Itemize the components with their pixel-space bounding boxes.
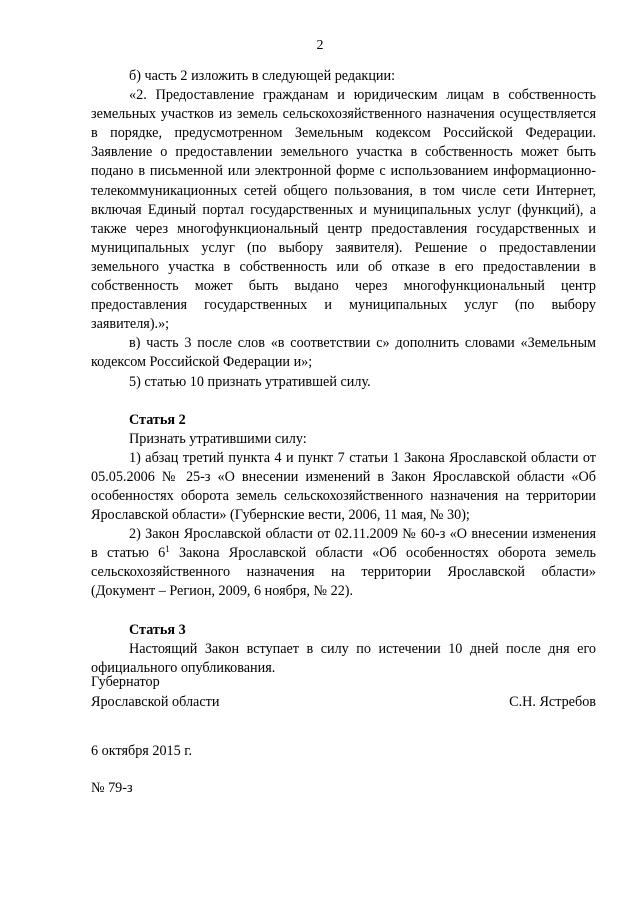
law-number: № 79-з <box>91 780 133 796</box>
signature-name: С.Н. Ястребов <box>509 693 596 710</box>
article-2-title: Статья 2 <box>129 411 186 428</box>
section-v: в) часть 3 после слов «в соответствии с» дополнить словами «Земельным кодексом Российской Федерации и»; <box>91 335 596 371</box>
article-3-title: Статья 3 <box>129 621 186 638</box>
article-2-item-2 <box>91 525 596 601</box>
signature-position-line2: Ярославской области <box>91 693 220 710</box>
article-2-item-2-sup: 1 <box>165 544 170 555</box>
section-b-intro: б) часть 2 изложить в следующей редакции: <box>129 68 396 84</box>
article-2-item-1: 1) абзац третий пункта 4 и пункт 7 статьи 1 Закона Ярославской области от 05.05.2006 № 25-з «О внесении изменений в Закон Ярославской области «Об особенностях оборота земель сельскохозяйственного назначения на территории Ярославской области» (Губернские вести, 2006, 11 мая, № 30); <box>91 449 596 524</box>
article-2-item-2-before: 2) Закон Ярославской области от 02.11.2009 № 60-з «О внесении изменения в статью 6 <box>91 526 596 562</box>
signature-position-line1: Губернатор <box>91 674 160 690</box>
document-body <box>91 67 596 678</box>
page-number: 2 <box>316 38 324 53</box>
document-date: 6 октября 2015 г. <box>91 743 193 759</box>
article-2-intro: Признать утратившими силу: <box>129 430 307 447</box>
signature-block <box>91 673 596 712</box>
section-b-quote: «2. Предоставление гражданам и юридическим лицам в собственность земельных участков из земель сельскохозяйственного назначения осуществляется в порядке, предусмотренном Земельным кодексом Российской Федерации. Заявление о предоставлении земельного участка в собственность может быть подано в письменной или электронной форме с использованием информационно-телекоммуникационных сетей общего пользования, в том числе сети Интернет, включая Единый портал государственных и муниципальных услуг (функций), а также через многофункциональный центр предоставления государственных и муниципальных услуг (по выбору заявителя). Решение о предоставлении земельного участка в собственность или об отказе в его предоставлении в собственность может быть выдано через многофункциональный центр предоставления государственных и муниципальных услуг (по выбору заявителя).»; <box>91 87 596 333</box>
article-3-text: Настоящий Закон вступает в силу по истечении 10 дней после дня его официального опубликования. <box>91 640 596 676</box>
section-5: 5) статью 10 признать утратившей силу. <box>129 373 371 390</box>
article-2-item-2-after: Закона Ярославской области «Об особенностях оборота земель сельскохозяйственного назначения на территории Ярославской области» (Документ – Регион, 2009, 6 ноября, № 22). <box>91 545 596 600</box>
